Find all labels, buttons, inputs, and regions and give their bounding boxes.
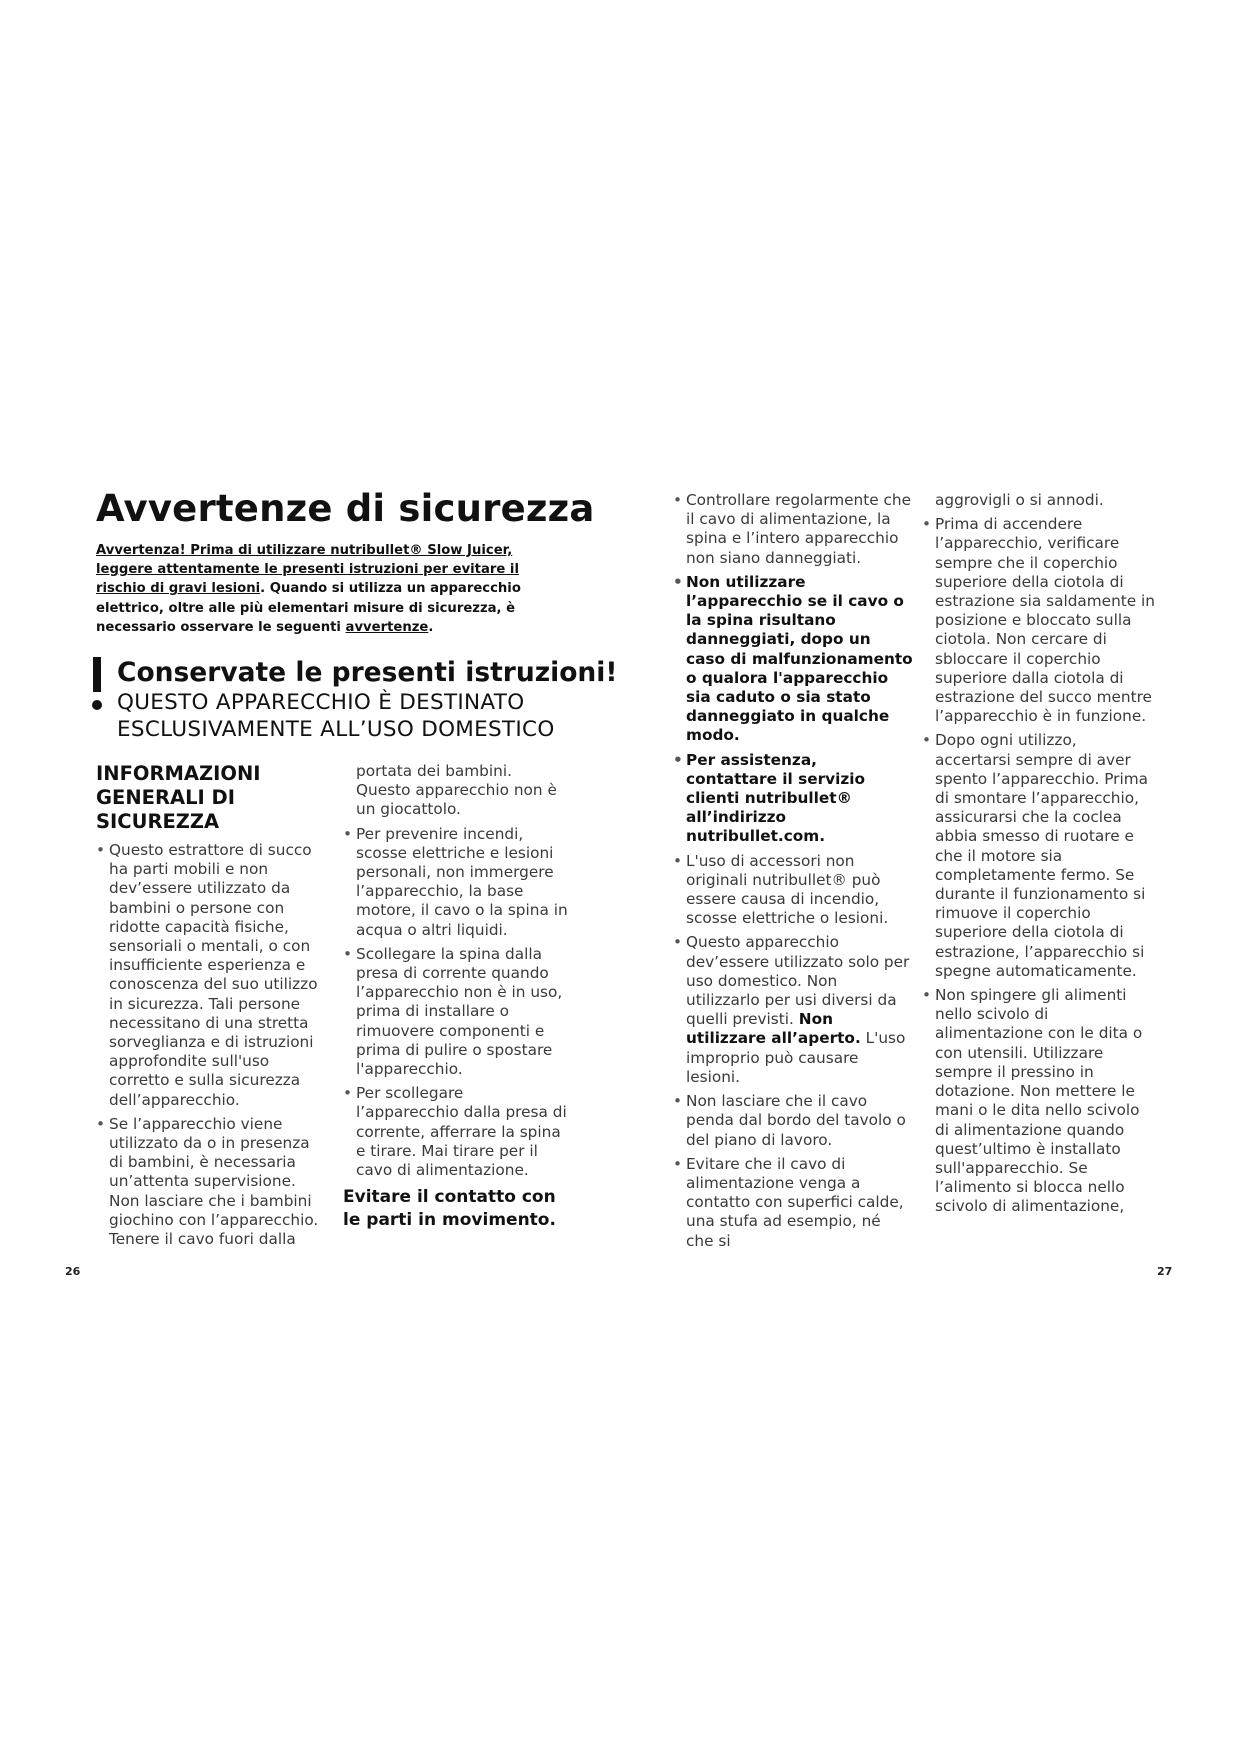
intro-warning: [96, 541, 566, 637]
list-item: [673, 933, 913, 1087]
column-3: [673, 491, 913, 1256]
intro-underlined: Avvertenza! Prima di utilizzare nutribullet® Slow Juicer, leggere attentamente le presenti istruzioni per evitare il rischio di gravi lesioni: [96, 543, 519, 597]
list-item: • Per assistenza, contattare il servizio clienti nutribullet® all’indirizzo nutribullet.com.: [673, 751, 913, 847]
list-item: • Non spingere gli alimenti nello scivolo di alimentazione con le dita o con utensili. Utilizzare sempre il pressino in dotazione. Non mettere le mani o le dita nello scivolo di alimentazione quando quest’ultimo è installato sull'apparecchio. Se l’alimento si blocca nello scivolo di alimentazione,: [922, 986, 1157, 1216]
list-item: • Prima di accendere l’apparecchio, verificare sempre che il coperchio superiore della ciotola di estrazione sia saldamente in posizione e bloccato sulla ciotola. Non cercare di sbloccare il coperchio superiore dalla ciotola di estrazione del succo mentre l’apparecchio è in funzione.: [922, 515, 1157, 726]
list-item-text: L'uso improprio può causare lesioni.: [686, 1029, 906, 1086]
page-title: Avvertenze di sicurezza: [96, 487, 595, 530]
list-item: • Scollegare la spina dalla presa di corrente quando l’apparecchio non è in uso, prima di installare o rimuovere componenti e prima di pulire o spostare l'apparecchio.: [343, 945, 568, 1079]
keep-instructions-heading: Conservate le presenti istruzioni!: [117, 657, 618, 688]
list-item: • L'uso di accessori non originali nutribullet® può essere causa di incendio, scosse elettriche o lesioni.: [673, 852, 913, 929]
list-item: • Per prevenire incendi, scosse elettriche e lesioni personali, non immergere l’apparecchio, la base motore, il cavo o la spina in acqua o altri liquidi.: [343, 825, 568, 940]
exclamation-icon: [90, 657, 106, 715]
page-number-right: 27: [1157, 1265, 1173, 1278]
list-item-bold-text: Non utilizzare all’aperto.: [686, 1010, 861, 1048]
intro-underlined-end: avvertenze: [345, 619, 429, 635]
list-item: • Evitare che il cavo di alimentazione venga a contatto con superfici calde, una stufa ad esempio, né che si: [673, 1155, 913, 1251]
list-item: • Non utilizzare l’apparecchio se il cavo o la spina risultano danneggiati, dopo un caso di malfunzionamento o qualora l'apparecchio sia caduto o sia stato danneggiato in qualche modo.: [673, 573, 913, 746]
list-item: • Non lasciare che il cavo penda dal bordo del tavolo o del piano di lavoro.: [673, 1092, 913, 1150]
intro-end: .: [428, 619, 434, 635]
column-4: [922, 491, 1157, 1222]
domestic-use-notice: [117, 689, 677, 743]
column-1: [96, 762, 321, 1254]
column-2: [343, 762, 568, 1232]
list-item-text: Questo apparecchio dev’essere utilizzato solo per uso domestico. Non utilizzarlo per usi diversi da quelli previsti.: [686, 933, 910, 1029]
list-item: • Controllare regolarmente che il cavo di alimentazione, la spina e l’intero apparecchio non siano danneggiati.: [673, 491, 913, 568]
domestic-line-2: ESCLUSIVAMENTE ALL’USO DOMESTICO: [117, 717, 555, 742]
list-item: • Dopo ogni utilizzo, accertarsi sempre di aver spento l’apparecchio. Prima di smontare l’apparecchio, assicurarsi che la coclea abbia smesso di ruotare e che il motore sia completamente fermo. Se durante il funzionamento si rimuove il coperchio superiore della ciotola di estrazione, l’apparecchio si spegne automaticamente.: [922, 731, 1157, 981]
intro-plain: . Quando si utilizza un apparecchio elettrico, oltre alle più elementari misure di sicurezza, è necessario osservare le seguenti: [96, 581, 521, 635]
list-item: • Per scollegare l’apparecchio dalla presa di corrente, afferrare la spina e tirare. Mai tirare per il cavo di alimentazione.: [343, 1084, 568, 1180]
list-item-continuation: portata dei bambini. Questo apparecchio non è un giocattolo.: [356, 762, 557, 819]
moving-parts-heading: Evitare il contatto con le parti in movimento.: [343, 1187, 556, 1231]
section-heading: INFORMAZIONI GENERALI DI SICUREZZA: [96, 762, 261, 833]
domestic-line-1: QUESTO APPARECCHIO È DESTINATO: [117, 690, 525, 715]
list-item-continuation: aggrovigli o si annodi.: [935, 491, 1104, 509]
list-item: • Se l’apparecchio viene utilizzato da o in presenza di bambini, è necessaria un’attenta supervisione. Non lasciare che i bambini giochino con l’apparecchio. Tenere il cavo fuori dalla: [96, 1115, 321, 1249]
list-item: • Questo estrattore di succo ha parti mobili e non dev’essere utilizzato da bambini o persone con ridotte capacità fisiche, sensoriali o mentali, o con insufficiente esperienza e conoscenza del suo utilizzo in sicurezza. Tali persone necessitano di una stretta sorveglianza e di istruzioni approfondite sull'uso corretto e sulla sicurezza dell’apparecchio.: [96, 841, 321, 1110]
page-number-left: 26: [65, 1265, 81, 1278]
